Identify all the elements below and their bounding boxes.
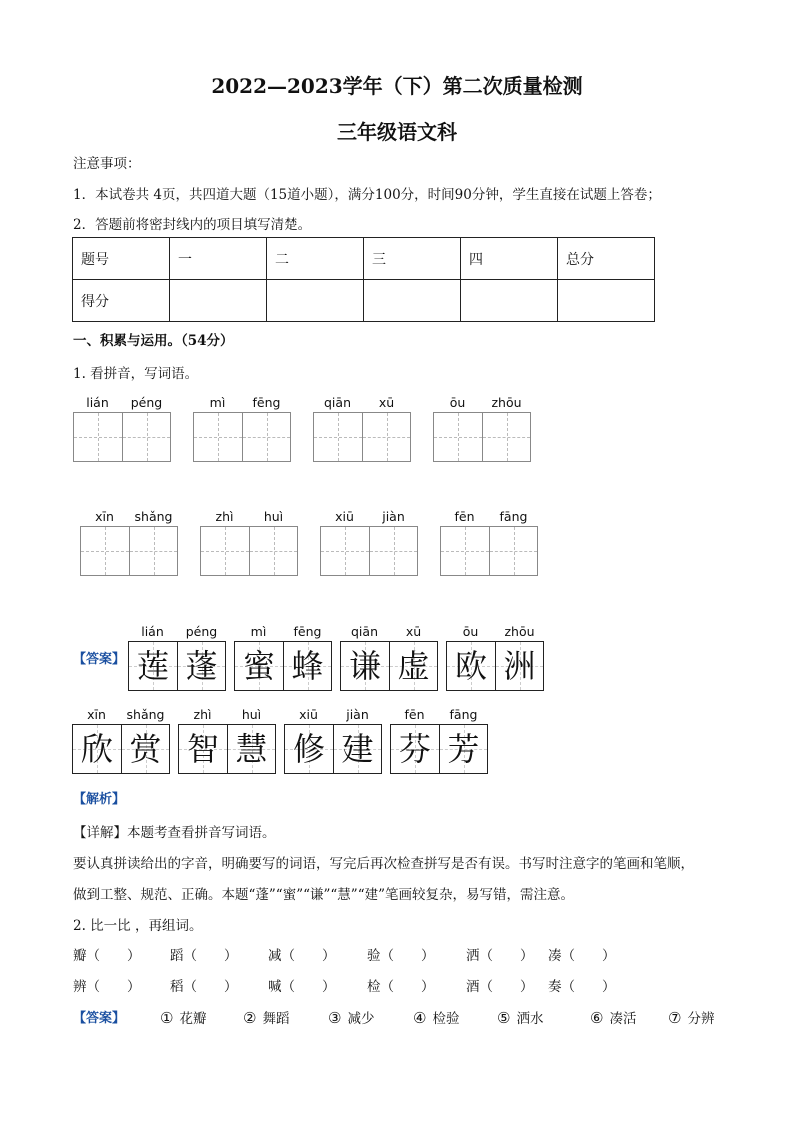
pinyin-pair (72, 707, 170, 723)
answer-grid (284, 724, 382, 774)
answer-word-text: 凑活 (609, 1011, 637, 1027)
pinyin-label: qiān (324, 395, 351, 410)
pinyin-label: zhì (193, 707, 212, 722)
answer-character: 谦 (348, 647, 381, 685)
answer-character-cell (283, 642, 331, 690)
score-input-cell[interactable] (558, 280, 655, 322)
pinyin-label: jiàn (382, 509, 405, 524)
analysis-tag: 【解析】 (73, 792, 126, 807)
answer-character-cell (447, 642, 495, 690)
compare-word-item: 奏（ ） (548, 979, 616, 995)
pinyin-label: lián (141, 624, 164, 639)
answer-character: 建 (341, 730, 374, 768)
compare-word-item: 验（ ） (367, 948, 435, 964)
pinyin-pair (284, 707, 382, 723)
answer-grid (340, 641, 438, 691)
answer-grid (446, 641, 544, 691)
pinyin-label: qiān (351, 624, 378, 639)
writing-cell[interactable] (129, 527, 177, 575)
writing-grid[interactable] (73, 412, 171, 462)
answer-word-text: 检验 (432, 1011, 460, 1027)
pinyin-label: xīn (87, 707, 106, 722)
compare-word-item: 减（ ） (268, 948, 336, 964)
score-table (72, 237, 655, 322)
score-table-score-row (73, 280, 655, 322)
answer-character: 智 (186, 730, 219, 768)
pinyin-label: huì (241, 707, 262, 722)
answer-character: 虚 (397, 647, 430, 685)
writing-cell[interactable] (81, 527, 129, 575)
number-badge: ⑦ (668, 1009, 682, 1027)
writing-cell[interactable] (242, 413, 290, 461)
answer-character-cell (227, 725, 275, 773)
pinyin-label: mì (250, 624, 267, 639)
pinyin-label: xīn (95, 509, 114, 524)
note-1: 1．本试卷共 4页，共四道大题（15道小题），满分100分，时间90分钟，学生直接在试题上答卷； (73, 187, 661, 203)
answer-tag: 【答案】 (73, 652, 126, 667)
writing-cell[interactable] (369, 527, 417, 575)
writing-cell[interactable] (314, 413, 362, 461)
writing-cell[interactable] (249, 527, 297, 575)
answer-character: 蓬 (185, 647, 218, 685)
answer-word (668, 1007, 714, 1027)
score-input-cell[interactable] (170, 280, 267, 322)
writing-cell[interactable] (362, 413, 410, 461)
pinyin-pair (440, 509, 538, 525)
answer-character-cell (177, 642, 225, 690)
score-input-cell[interactable] (364, 280, 461, 322)
writing-cell[interactable] (122, 413, 170, 461)
answer-character: 洲 (503, 647, 536, 685)
explanation-line-2: 做到工整、规范、正确。本题“蓬”“蜜”“谦”“慧”“建”笔画较复杂，易写错，需注意。 (73, 887, 575, 903)
compare-word-item: 蹈（ ） (170, 948, 238, 964)
writing-grid[interactable] (320, 526, 418, 576)
number-badge: ② (243, 1009, 257, 1027)
pinyin-pair (73, 395, 171, 411)
pinyin-label: zhōu (504, 624, 535, 639)
question-1: 1. 看拼音，写词语。 (73, 366, 199, 382)
answer-word (413, 1007, 459, 1027)
answer-character: 欧 (454, 647, 487, 685)
pinyin-pair (320, 509, 418, 525)
score-table-header-row (73, 238, 655, 280)
compare-word-item: 酒（ ） (466, 979, 534, 995)
writing-cell[interactable] (201, 527, 249, 575)
exam-title: 2022—2023学年（下）第二次质量检测 (211, 74, 583, 98)
answer-word (243, 1007, 289, 1027)
answer-grid (234, 641, 332, 691)
pinyin-label: mì (209, 395, 226, 410)
pinyin-pair (80, 509, 178, 525)
note-2: 2．答题前将密封线内的项目填写清楚。 (73, 217, 312, 233)
answer-character: 蜂 (291, 647, 324, 685)
answer-word-text: 舞蹈 (262, 1011, 290, 1027)
answer-character: 慧 (235, 730, 268, 768)
answer-character: 修 (292, 730, 325, 768)
number-badge: ④ (413, 1009, 427, 1027)
pinyin-label: fēng (252, 395, 281, 410)
number-badge: ⑤ (497, 1009, 511, 1027)
answer-word (497, 1007, 543, 1027)
answer-character-cell (121, 725, 169, 773)
writing-cell[interactable] (489, 527, 537, 575)
compare-word-item: 检（ ） (367, 979, 435, 995)
pinyin-pair (313, 395, 411, 411)
pinyin-label: lián (86, 395, 109, 410)
answer-word-text: 洒水 (516, 1011, 544, 1027)
pinyin-label: xiū (335, 509, 354, 524)
pinyin-pair (178, 707, 276, 723)
number-badge: ③ (328, 1009, 342, 1027)
pinyin-pair (446, 624, 544, 640)
pinyin-pair (200, 509, 298, 525)
writing-cell[interactable] (482, 413, 530, 461)
writing-grid[interactable] (440, 526, 538, 576)
writing-cell[interactable] (194, 413, 242, 461)
exam-subtitle: 三年级语文科 (337, 120, 457, 144)
pinyin-label: péng (185, 624, 218, 639)
answer-character-cell (341, 642, 389, 690)
pinyin-label: zhì (215, 509, 234, 524)
compare-word-item: 喊（ ） (268, 979, 336, 995)
pinyin-label: fāng (449, 707, 478, 722)
answer-character-cell (495, 642, 543, 690)
score-input-cell[interactable] (461, 280, 558, 322)
notes-heading: 注意事项： (73, 156, 141, 172)
pinyin-pair (390, 707, 488, 723)
answer-word-text: 花瓣 (179, 1011, 207, 1027)
pinyin-label: xū (378, 395, 395, 410)
pinyin-label: fēn (404, 707, 425, 722)
pinyin-pair (340, 624, 438, 640)
table-cell: 得分 (73, 280, 170, 322)
compare-word-item: 辨（ ） (73, 979, 141, 995)
pinyin-label: huì (263, 509, 284, 524)
compare-word-item: 凑（ ） (548, 948, 616, 964)
score-input-cell[interactable] (267, 280, 364, 322)
pinyin-label: jiàn (346, 707, 369, 722)
answer-grid (72, 724, 170, 774)
table-cell: 一 (170, 238, 267, 280)
detail-line: 【详解】本题考查看拼音写词语。 (73, 825, 276, 841)
answer-character: 赏 (129, 730, 162, 768)
compare-word-item: 稻（ ） (170, 979, 238, 995)
answer-character: 欣 (80, 730, 113, 768)
answer-character: 莲 (136, 647, 169, 685)
pinyin-label: zhōu (491, 395, 522, 410)
answer-tag-2: 【答案】 (73, 1011, 126, 1026)
writing-cell[interactable] (434, 413, 482, 461)
table-cell: 三 (364, 238, 461, 280)
table-cell: 四 (461, 238, 558, 280)
answer-word-text: 减少 (347, 1011, 375, 1027)
compare-word-item: 瓣（ ） (73, 948, 141, 964)
pinyin-label: fēn (454, 509, 475, 524)
answer-character-cell (389, 642, 437, 690)
table-cell: 二 (267, 238, 364, 280)
pinyin-pair (193, 395, 291, 411)
question-2: 2. 比一比 ，再组词。 (73, 918, 203, 934)
explanation-line-1: 要认真拼读给出的字音，明确要写的词语，写完后再次检查拼写是否有误。书写时注意字的笔画和笔顺， (73, 856, 694, 872)
writing-grid[interactable] (80, 526, 178, 576)
pinyin-pair (433, 395, 531, 411)
answer-word-text: 分辨 (687, 1011, 715, 1027)
answer-2-row (160, 1007, 760, 1027)
answer-word (328, 1007, 374, 1027)
writing-grid[interactable] (193, 412, 291, 462)
answer-character: 芬 (398, 730, 431, 768)
pinyin-label: péng (130, 395, 163, 410)
answer-character-cell (333, 725, 381, 773)
answer-character-cell (391, 725, 439, 773)
writing-cell[interactable] (74, 413, 122, 461)
pinyin-label: xū (405, 624, 422, 639)
answer-character: 蜜 (242, 647, 275, 685)
section-1-heading: 一、积累与运用。（54分） (73, 333, 234, 349)
writing-grid[interactable] (313, 412, 411, 462)
pinyin-label: ōu (449, 395, 466, 410)
answer-character: 芳 (447, 730, 480, 768)
pinyin-label: fāng (499, 509, 528, 524)
pinyin-label: ōu (462, 624, 479, 639)
writing-grid[interactable] (433, 412, 531, 462)
number-badge: ① (160, 1009, 174, 1027)
answer-grid (128, 641, 226, 691)
answer-grid (178, 724, 276, 774)
pinyin-label: xiū (299, 707, 318, 722)
writing-cell[interactable] (441, 527, 489, 575)
answer-character-cell (439, 725, 487, 773)
pinyin-pair (128, 624, 226, 640)
answer-character-cell (235, 642, 283, 690)
answer-character-cell (73, 725, 121, 773)
compare-word-item: 洒（ ） (466, 948, 534, 964)
answer-character-cell (285, 725, 333, 773)
number-badge: ⑥ (590, 1009, 604, 1027)
pinyin-label: shǎng (134, 509, 173, 524)
pinyin-label: shǎng (126, 707, 165, 722)
answer-character-cell (179, 725, 227, 773)
writing-cell[interactable] (321, 527, 369, 575)
answer-grid (390, 724, 488, 774)
answer-word (160, 1007, 206, 1027)
writing-grid[interactable] (200, 526, 298, 576)
answer-word (590, 1007, 636, 1027)
pinyin-pair (234, 624, 332, 640)
answer-character-cell (129, 642, 177, 690)
pinyin-label: fēng (293, 624, 322, 639)
table-cell: 题号 (73, 238, 170, 280)
table-cell: 总分 (558, 238, 655, 280)
